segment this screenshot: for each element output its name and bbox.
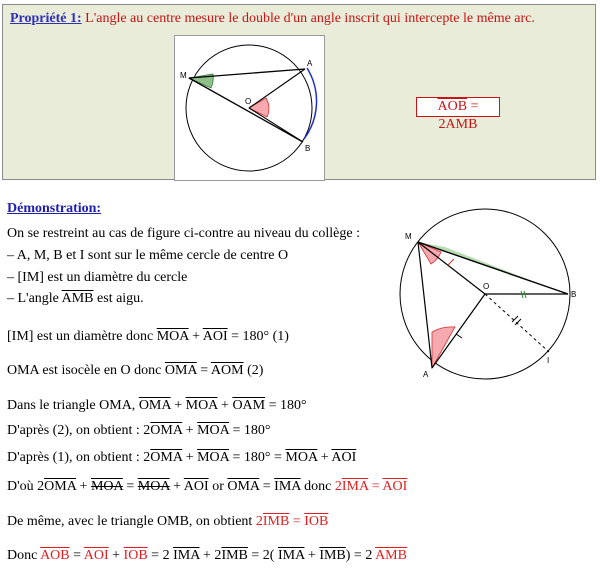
demo-line2: OMA est isocèle en O donc $\overline{OMA} = \overline{AOM}$ (2) (7, 363, 264, 378)
formula-arc-amb: $\overline{AMB}$ (445, 117, 478, 132)
figure2-label-m: M (405, 232, 412, 241)
figure1-svg (175, 36, 324, 180)
figure2-tick-ao (456, 334, 462, 338)
figure2-seg-mb (418, 242, 568, 294)
demo-intro: On se restreint au cas de figure ci-contre au niveau du collège : (7, 226, 360, 241)
figure2-tick-mo (448, 259, 454, 265)
property-line (10, 11, 535, 27)
figure1-seg-ob (249, 108, 303, 142)
figure1-arc-ab (304, 68, 317, 139)
formula-arc-aob: $\overline{AOB}$ (437, 99, 468, 114)
figure1-label-a: A (307, 59, 313, 68)
property-label: Propriété 1: (10, 11, 82, 26)
figure2-angle-oam (432, 327, 455, 368)
figure1-label-b: B (305, 144, 311, 153)
figure1-seg-oa (249, 69, 305, 108)
demo-line3: Dans le triangle OMA, $\overline{OMA} + \overline{MOA} + \overline{OAM} = 180^\circ$ (7, 398, 307, 413)
figure1-label-m: M (180, 71, 187, 80)
figure2-svg (393, 207, 596, 387)
formula-equals: = 2 (438, 99, 479, 132)
demo-line7: De même, avec le triangle OMB, on obtient $2\overline{IMB} = \overline{IOB}$ (7, 514, 329, 529)
demo-line1: [IM] est un diamètre donc $\overline{MOA} + \overline{AOI} = 180^\circ$ (1) (7, 329, 289, 344)
demo-line5: D'après (1), on obtient : $2\overline{OMA} + \overline{MOA} = 180^\circ = \overline{MOA} + \overline{AOI}$ (7, 450, 357, 465)
figure2-label-a: A (423, 370, 429, 379)
demo-hyp1: – A, M, B et I sont sur le même cercle de centre O (7, 248, 289, 263)
figure2-label-i: I (547, 356, 550, 365)
figure-inscribed-angle (174, 35, 325, 181)
property-statement: L'angle au centre mesure le double d'un angle inscrit qui intercepte le même arc. (85, 11, 535, 26)
demo-hyp2: – [IM] est un diamètre du cercle (7, 270, 188, 285)
cancelled-moa-2: MOA (137, 479, 170, 494)
property-formula (416, 97, 500, 132)
figure1-seg-mb (189, 78, 303, 142)
cancelled-moa-1: MOA (90, 479, 123, 494)
property-box (2, 4, 596, 180)
figure2-label-o: O (483, 282, 490, 291)
demo-hyp3: – L'angle $\overline{AMB}$ est aigu. (7, 291, 144, 306)
figure2-label-b: B (571, 290, 577, 299)
demo-line8: Donc $\overline{AOB} = \overline{AOI} + \overline{IOB} = 2$ $\overline{IMA} + 2\overline{IMB} = 2$( $\overline{IMA} + \overline{IMB}) = 2$ $\overline{AMB}$ (7, 548, 407, 563)
figure-demonstration (393, 207, 596, 387)
demo-title: Démonstration: (7, 201, 102, 216)
demo-line4: D'après (2), on obtient : $2\overline{OMA} + \overline{MOA} = 180^\circ$ (7, 423, 271, 438)
demo-line6: D'où $2\overline{OMA}$ + MOA = MOA + $\overline{AOI}$ or $\overline{OMA} = \overline{IMA}$ donc $2\overline{IMA} = \overline{AOI}$ (7, 479, 408, 494)
figure1-seg-ma (189, 69, 305, 78)
figure1-label-o: O (245, 97, 252, 106)
